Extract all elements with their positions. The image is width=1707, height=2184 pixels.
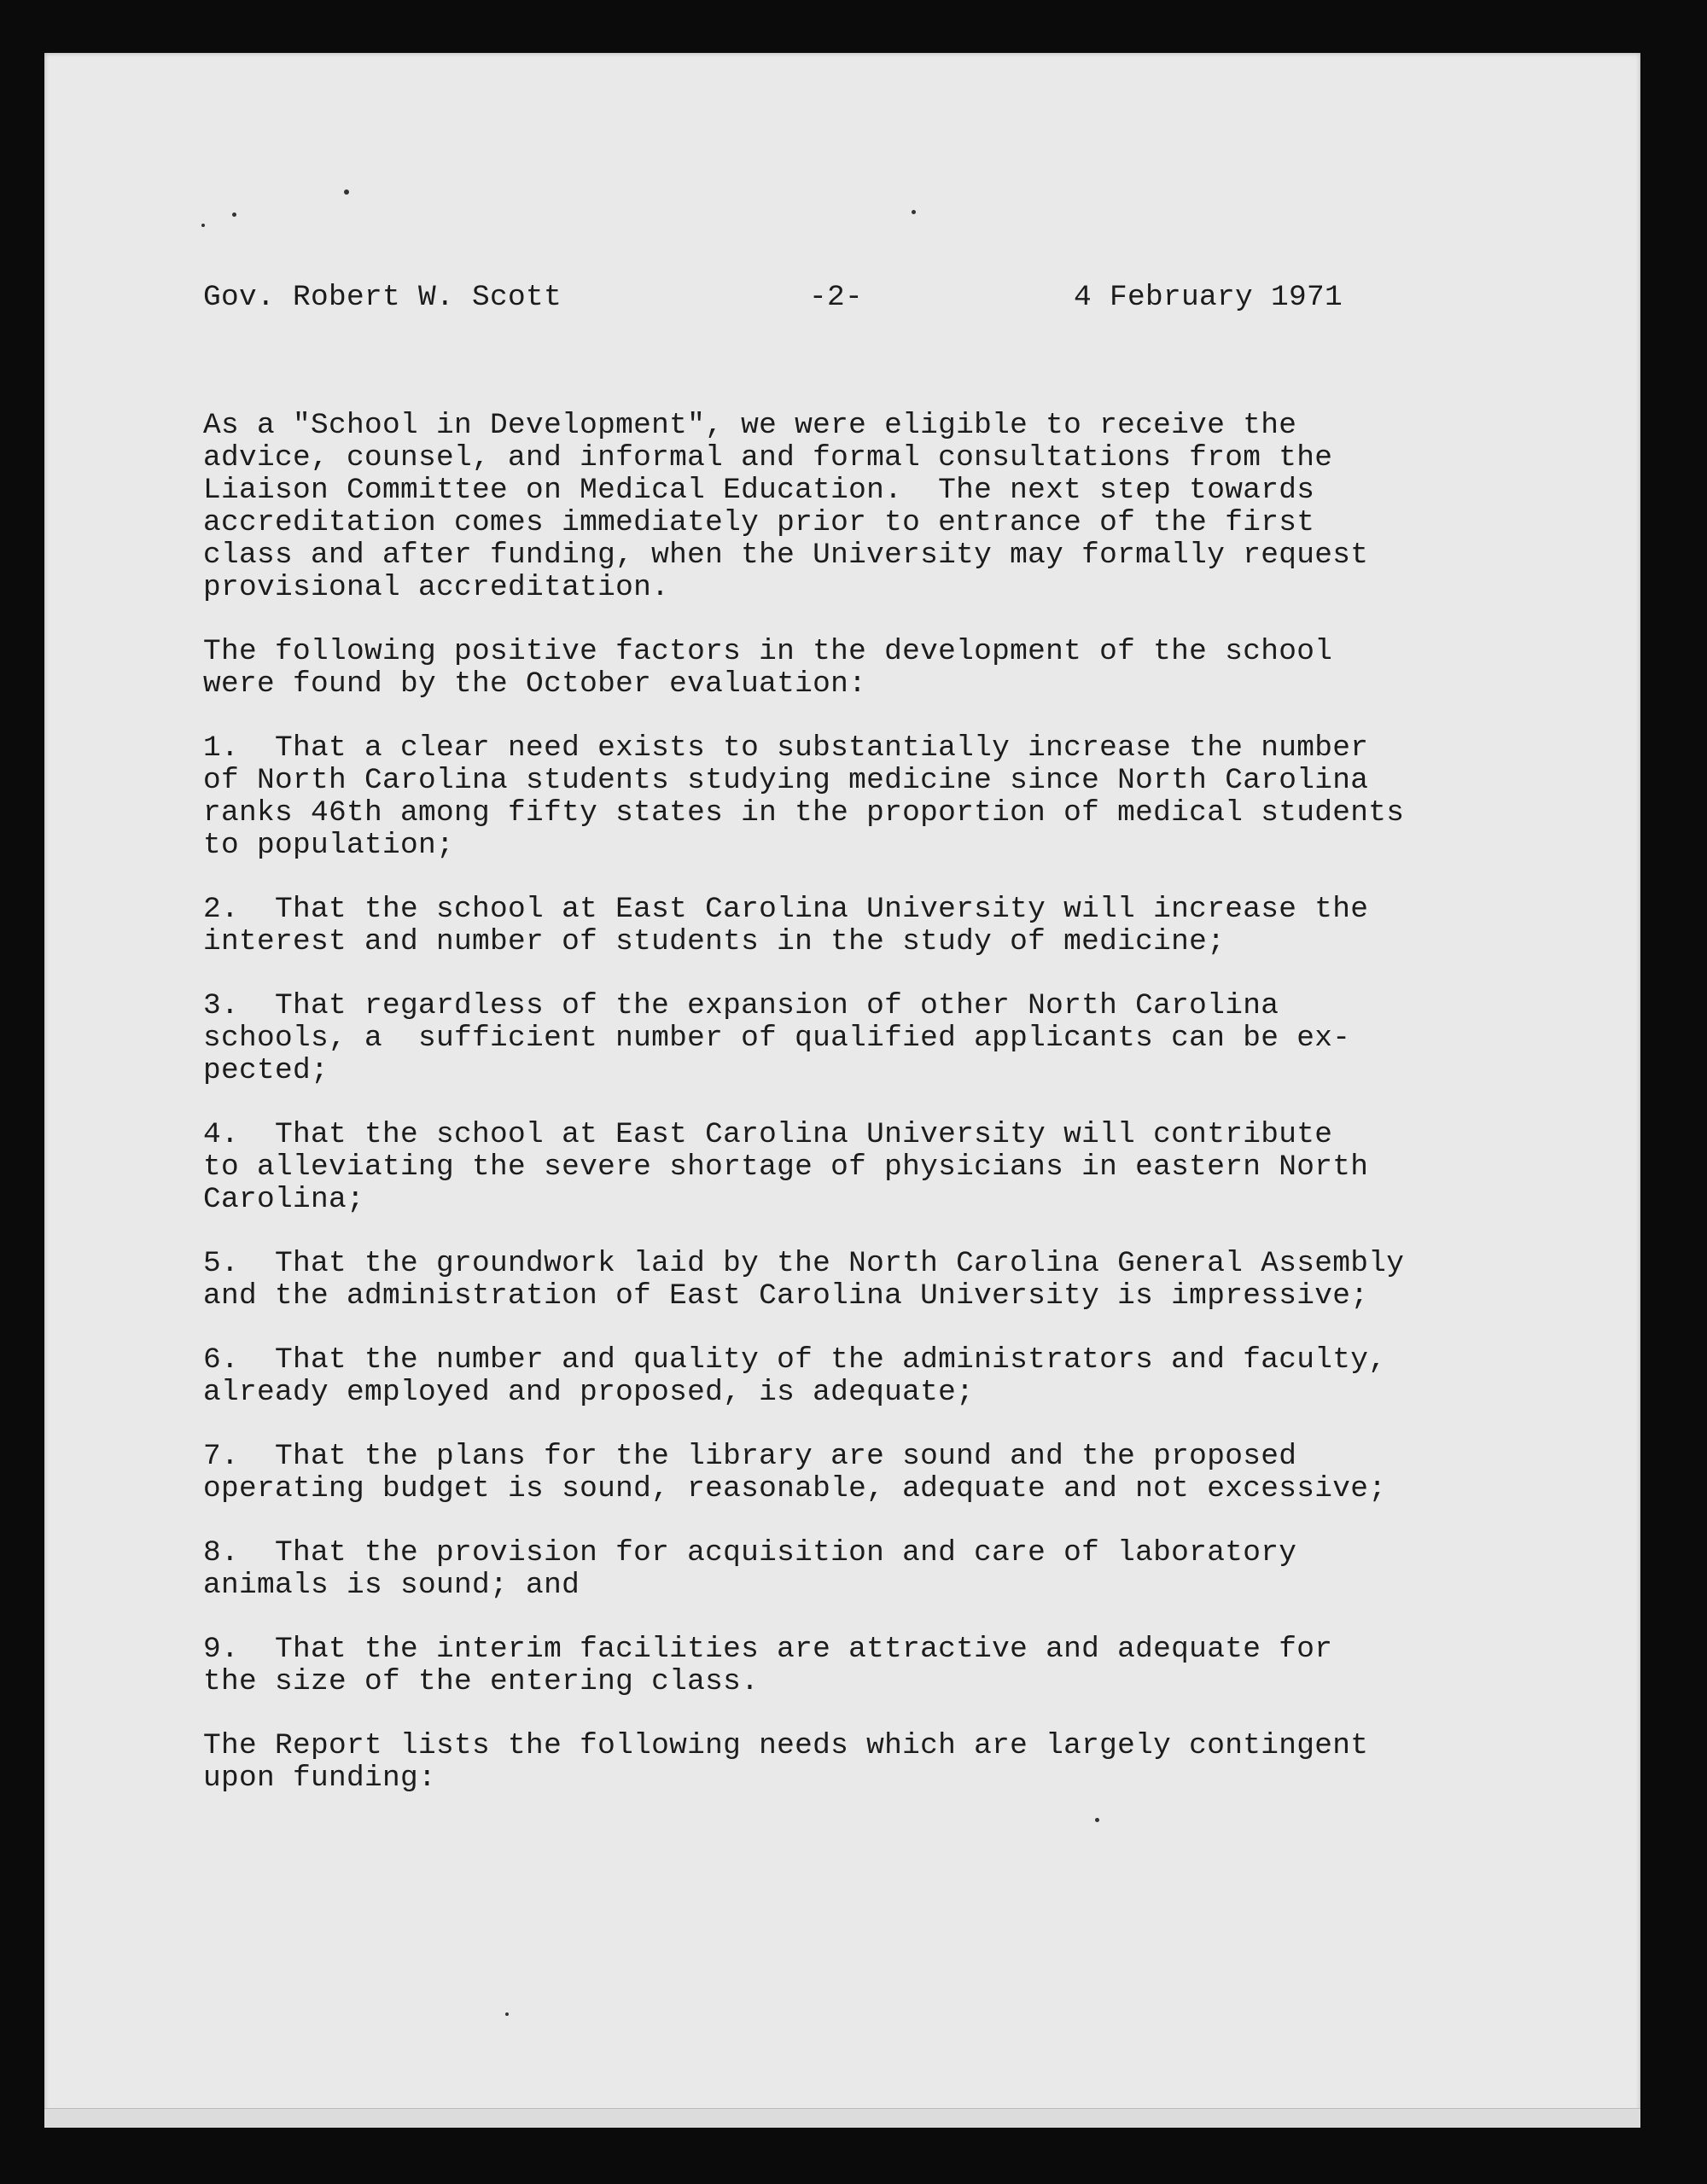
paragraph-report-needs: The Report lists the following needs which are largely contingent upon funding: (203, 1729, 1369, 1795)
list-item-2: 2. That the school at East Carolina University will increase the interest and number of students in the study of medicine; (203, 893, 1369, 958)
letter-date: 4 February 1971 (1074, 281, 1343, 314)
list-item-5: 5. That the groundwork laid by the North Carolina General Assembly and the administration of East Carolina University is impressive; (203, 1247, 1405, 1313)
page-bottom-edge (44, 2108, 1640, 2128)
paragraph-school-in-development: As a "School in Development", we were eligible to receive the advice, counsel, and informal and formal consultations from the Liaison Committee on Medical Education. The next step towards accreditation comes immediately prior to entrance of the first class and after funding, when the University may formally request provisional accreditation. (203, 409, 1369, 604)
list-item-6: 6. That the number and quality of the administrators and faculty, already employed and proposed, is adequate; (203, 1343, 1387, 1409)
scan-speck (232, 213, 236, 217)
letter-header (203, 282, 1500, 314)
scan-speck (505, 2012, 509, 2016)
list-item-4: 4. That the school at East Carolina University will contribute to alleviating the severe shortage of physicians in eastern North Carolina; (203, 1118, 1369, 1216)
page-number: -2- (809, 281, 864, 314)
list-item-7: 7. That the plans for the library are sound and the proposed operating budget is sound, reasonable, adequate and not excessive; (203, 1440, 1387, 1506)
list-item-9: 9. That the interim facilities are attractive and adequate for the size of the entering class. (203, 1633, 1333, 1698)
scan-speck (201, 224, 205, 227)
recipient-name: Gov. Robert W. Scott (203, 281, 562, 314)
scan-speck (912, 210, 916, 214)
paragraph-positive-factors-intro: The following positive factors in the development of the school were found by the October evaluation: (203, 635, 1333, 701)
list-item-1: 1. That a clear need exists to substantially increase the number of North Carolina students studying medicine since North Carolina ranks 46th among fifty states in the proportion of medical students to population; (203, 731, 1405, 862)
letter-body (203, 282, 1500, 1826)
scan-speck (344, 189, 349, 195)
list-item-3: 3. That regardless of the expansion of other North Carolina schools, a sufficient number of qualified applicants can be ex- pected; (203, 989, 1351, 1087)
list-item-8: 8. That the provision for acquisition and care of laboratory animals is sound; and (203, 1536, 1297, 1602)
